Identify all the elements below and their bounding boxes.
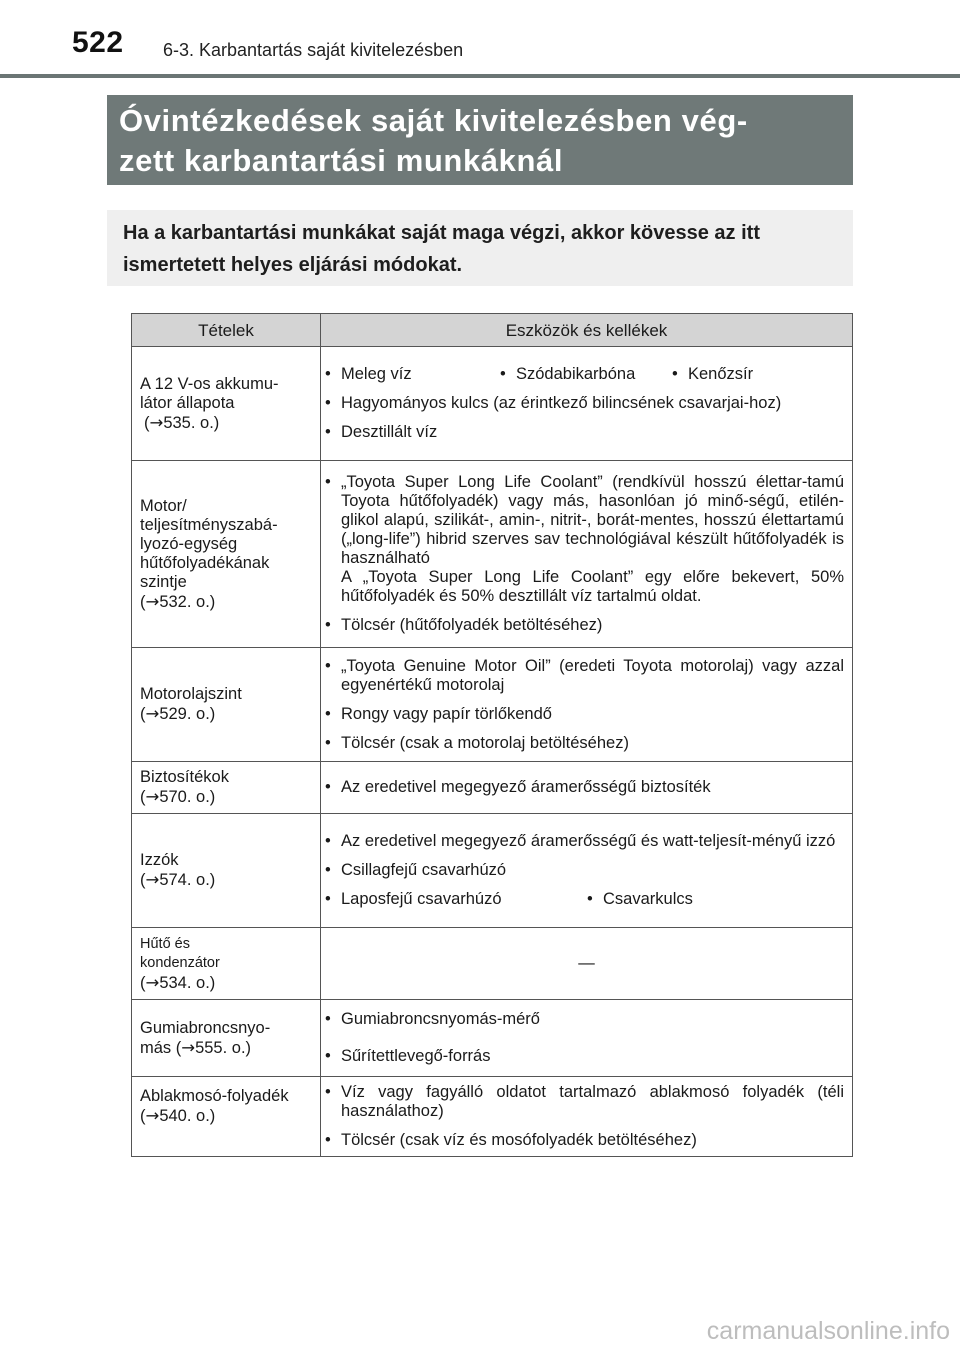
tool-item: • Hagyományos kulcs (az érintkező bilincsének csavarjai-hoz) bbox=[329, 394, 844, 413]
page-title bbox=[107, 95, 853, 185]
item-name: Hűtő és kondenzátor bbox=[140, 935, 220, 971]
reference-arrow-icon: → bbox=[145, 972, 160, 992]
item-name: Biztosítékok bbox=[140, 768, 229, 786]
column-header-items: Tételek bbox=[132, 314, 321, 347]
tool-item: • Rongy vagy papír törlőkendő bbox=[329, 705, 844, 724]
page-title-line-2: zett karbantartási munkáknál bbox=[119, 143, 564, 178]
item-cell bbox=[132, 928, 321, 1000]
tools-cell bbox=[321, 1000, 853, 1077]
item-cell bbox=[132, 814, 321, 928]
table-row bbox=[132, 762, 853, 814]
item-reference: (→529. o.) bbox=[140, 704, 216, 723]
item-reference: (→540. o.) bbox=[140, 1106, 216, 1125]
item-reference: (→534. o.) bbox=[140, 972, 216, 992]
tools-cell bbox=[321, 928, 853, 1000]
tool-item: • Szódabikarbóna bbox=[504, 365, 676, 384]
tool-item: • Desztillált víz bbox=[329, 423, 844, 442]
column-header-tools: Eszközök és kellékek bbox=[321, 314, 853, 347]
item-reference: (→532. o.) bbox=[140, 591, 216, 611]
table-row bbox=[132, 461, 853, 648]
reference-arrow-icon: → bbox=[145, 591, 160, 611]
item-reference: (→574. o.) bbox=[140, 870, 216, 889]
item-cell bbox=[132, 461, 321, 648]
item-cell bbox=[132, 1000, 321, 1077]
not-applicable-dash: — bbox=[578, 954, 595, 972]
tool-item: • „Toyota Super Long Life Coolant” (rendkívül hosszú élettar-tamú Toyota hűtőfolyadék) vagy más, hasonlóan jó minő-ségű, etilén-glikol alapú, szilikát-, amin-, nitrit-, borát-mentes, hosszú élettartamú („long-life”) hibrid szerves sav technológiával készült hűtőfolyadék is használható bbox=[329, 473, 844, 568]
table-row bbox=[132, 347, 853, 461]
item-name: Motorolajszint bbox=[140, 685, 242, 703]
table-row bbox=[132, 648, 853, 762]
tool-item: • Tölcsér (csak víz és mosófolyadék betöltéséhez) bbox=[329, 1131, 844, 1150]
item-reference: (→535. o.) bbox=[144, 412, 220, 432]
page-reference: 534. o.) bbox=[159, 973, 216, 992]
reference-arrow-icon: → bbox=[149, 412, 164, 432]
page-reference: 570. o.) bbox=[159, 788, 216, 806]
tool-item: • Az eredetivel megegyező áramerősségű biztosíték bbox=[329, 778, 844, 797]
tools-cell bbox=[321, 461, 853, 648]
tool-item: • Csavarkulcs bbox=[591, 890, 693, 909]
table-row bbox=[132, 814, 853, 928]
page-reference: 540. o.) bbox=[159, 1107, 216, 1125]
table-row bbox=[132, 1077, 853, 1157]
tool-item: • „Toyota Genuine Motor Oil” (eredeti Toyota motorolaj) vagy azzal egyenértékű motorolaj bbox=[329, 657, 844, 695]
table-header-row bbox=[132, 314, 853, 347]
item-cell bbox=[132, 1077, 321, 1157]
tool-item: • Tölcsér (hűtőfolyadék betöltéséhez) bbox=[329, 616, 844, 635]
item-cell bbox=[132, 648, 321, 762]
page-reference: 555. o.) bbox=[195, 1038, 252, 1057]
tools-cell bbox=[321, 648, 853, 762]
item-cell bbox=[132, 762, 321, 814]
item-name: Gumiabroncsnyo- más (→555. o.) bbox=[140, 1018, 271, 1057]
page-reference: 529. o.) bbox=[159, 705, 216, 723]
tool-item: • Meleg víz bbox=[329, 365, 504, 384]
tool-item: • Gumiabroncsnyomás-mérő bbox=[329, 1010, 844, 1029]
page-reference: 535. o.) bbox=[163, 413, 220, 432]
header-rule bbox=[0, 74, 960, 78]
tools-cell bbox=[321, 347, 853, 461]
item-name: Ablakmosó-folyadék bbox=[140, 1087, 289, 1105]
reference-arrow-icon: → bbox=[181, 1037, 196, 1057]
maintenance-items-table bbox=[131, 313, 853, 1157]
tool-item: • Laposfejű csavarhúzó bbox=[329, 890, 591, 909]
reference-arrow-icon: → bbox=[145, 1106, 160, 1125]
reference-arrow-icon: → bbox=[145, 870, 160, 889]
section-title: 6-3. Karbantartás saját kivitelezésben bbox=[163, 40, 464, 60]
table-row bbox=[132, 928, 853, 1000]
item-name: Motor/ teljesítményszabá- lyozó-egység hűtőfolyadékának szintje bbox=[140, 496, 278, 591]
tools-cell bbox=[321, 762, 853, 814]
item-name: Izzók bbox=[140, 851, 179, 869]
page-reference: 532. o.) bbox=[159, 592, 216, 611]
item-name: A 12 V-os akkumu- látor állapota bbox=[140, 374, 279, 412]
page-reference: 574. o.) bbox=[159, 871, 216, 889]
tool-item: • Csillagfejű csavarhúzó bbox=[329, 861, 844, 880]
tool-item: • Víz vagy fagyálló oldatot tartalmazó ablakmosó folyadék (téli használathoz) bbox=[329, 1083, 844, 1121]
intro-text: Ha a karbantartási munkákat saját maga végzi, akkor kövesse az itt ismertetett helyes eljárási módokat. bbox=[107, 210, 853, 286]
item-cell bbox=[132, 347, 321, 461]
page-number: 522 bbox=[72, 26, 124, 59]
tools-cell bbox=[321, 1077, 853, 1157]
table-row bbox=[132, 1000, 853, 1077]
tools-cell bbox=[321, 814, 853, 928]
tool-item: • Tölcsér (csak a motorolaj betöltéséhez) bbox=[329, 734, 844, 753]
reference-arrow-icon: → bbox=[145, 787, 160, 806]
tool-item: • Az eredetivel megegyező áramerősségű és watt-teljesít-ményű izzó bbox=[329, 832, 844, 851]
watermark: carmanualsonline.info bbox=[706, 1317, 950, 1345]
reference-arrow-icon: → bbox=[145, 704, 160, 723]
tool-item: • Kenőzsír bbox=[676, 365, 753, 384]
item-reference: (→570. o.) bbox=[140, 787, 216, 806]
tool-item: • Sűrítettlevegő-forrás bbox=[329, 1047, 844, 1066]
page-title-line-1: Óvintézkedések saját kivitelezésben vég- bbox=[119, 103, 748, 138]
tool-item-note: A „Toyota Super Long Life Coolant” egy előre bekevert, 50% hűtőfolyadék és 50% desztillált víz tartalmú oldat. bbox=[341, 568, 844, 605]
